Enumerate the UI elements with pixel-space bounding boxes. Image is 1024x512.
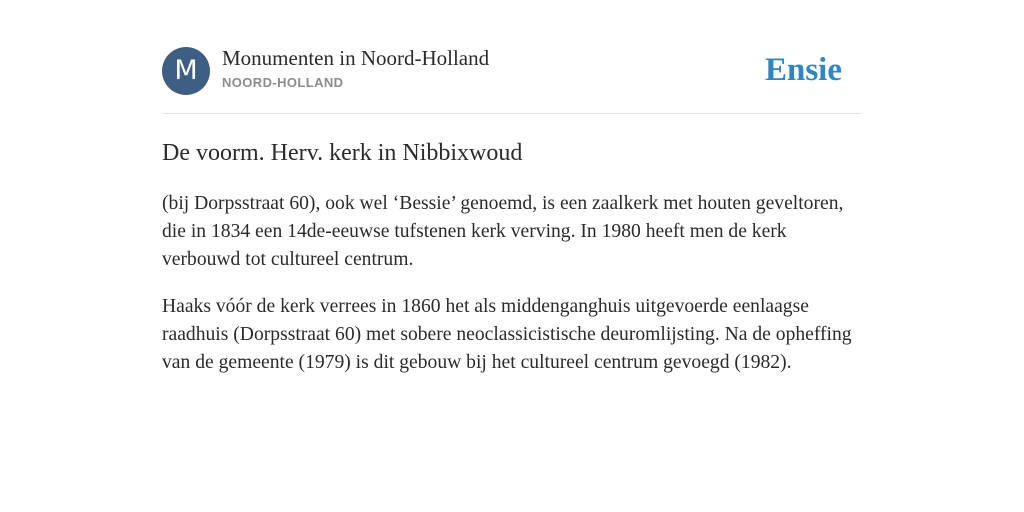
article-paragraph-2: Haaks vóór de kerk verrees in 1860 het als middenganghuis uitgevoerde eenlaagse raadhuis (Dorpsstraat 60) met sobere neoclassicistische deuromlijsting. Na de opheffing van de gemeente (1979) is dit gebouw bij het cultureel centrum gevoegd (1982).: [162, 296, 852, 373]
source-region-label: NOORD-HOLLAND: [222, 75, 344, 90]
source-avatar[interactable]: M: [162, 47, 210, 95]
article-title: De voorm. Herv. kerk in Nibbixwoud: [162, 140, 523, 166]
source-title-link[interactable]: Monumenten in Noord-Holland: [222, 46, 490, 70]
article-paragraph-1: (bij Dorpsstraat 60), ook wel ‘Bessie’ genoemd, is een zaalkerk met houten geveltoren, die in 1834 een 14de-eeuwse tufstenen kerk verving. In 1980 heeft men de kerk verbouwd tot cultureel centrum.: [162, 193, 844, 270]
header-divider: [162, 113, 862, 114]
article-content: [162, 138, 862, 396]
brand-logo[interactable]: Ensie: [764, 52, 842, 88]
source-header: [162, 46, 862, 96]
